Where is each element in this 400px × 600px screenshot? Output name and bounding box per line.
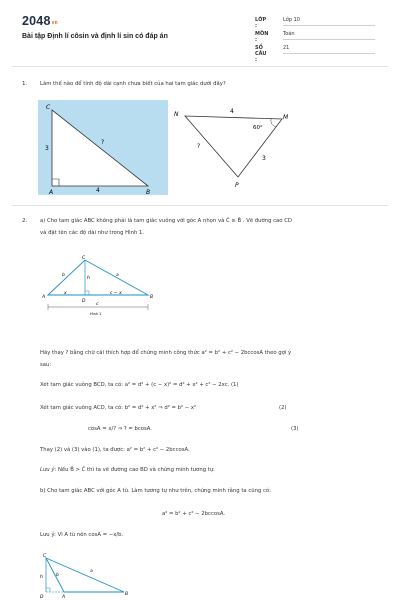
vertex-c-label: C: [46, 104, 51, 111]
site-logo[interactable]: $2048^{vn}$: [22, 14, 58, 28]
vertex-p-label: P: [235, 182, 239, 189]
fig2-vertex-b: B: [125, 592, 129, 597]
question-divider: [12, 205, 388, 206]
equation-3: cosA = x/? ⇒ ? = bcosA.: [88, 426, 152, 432]
header-divider: [12, 66, 388, 67]
meta-subject-label: MÔN :: [255, 31, 269, 43]
side-ac-label: 3: [45, 145, 49, 152]
fig2-vertex-d: D: [40, 595, 44, 600]
fig1-side-a: a: [116, 273, 119, 278]
question-2-part-a-line1: a) Cho tam giác ABC không phải là tam giác vuông với góc A nhọn và Ĉ ≥ B̂ . Vẽ đường cao CD: [40, 218, 293, 224]
note-label: Lưu ý: [40, 467, 55, 473]
meta-grade-value: Lớp 10: [283, 17, 375, 26]
equation-2: Xét tam giác vuông ACD, ta có: b² = d² + x² ⇒ d² = b² − x²: [40, 405, 197, 411]
equation-1: Xét tam giác vuông BCD, ta có: a² = d² + (c − x)² = d² + x² + c² − 2xc. (1): [40, 382, 239, 388]
equation-3-tag: (3): [291, 426, 299, 432]
q1-figure-right-triangle: [38, 100, 168, 195]
fig1-segment-x: x: [64, 291, 67, 296]
fig1-height-h: h: [87, 276, 90, 281]
fig1-vertex-d: D: [82, 299, 86, 304]
question-2-part-a-line2: và đặt tên các độ dài như trong Hình 1.: [40, 230, 145, 236]
part-b-hint: Lưu ý: Vì A tù nên cosA = −x/b.: [40, 532, 124, 538]
vertex-a-label: A: [49, 189, 54, 195]
question-number-2: 2.: [22, 218, 28, 224]
question-number-1: 1.: [22, 81, 28, 87]
fig1-segment-c-minus-x: c − x: [110, 291, 122, 296]
fig1-side-c: c: [96, 302, 99, 307]
fig2-side-a: a: [90, 569, 93, 574]
document-title: Bài tập Định lí côsin và định lí sin có đáp án: [22, 33, 168, 40]
fig1-vertex-a: A: [42, 295, 46, 300]
question-1-text: Làm thế nào để tính độ dài cạnh chưa biết của hai tam giác dưới đây?: [40, 81, 226, 87]
meta-count-label: SỐ CÂU :: [255, 45, 267, 63]
side-bc-label: ?: [101, 139, 105, 146]
equation-2-tag: (2): [279, 405, 287, 411]
vertex-m-label: M: [283, 114, 289, 121]
page-header: [0, 0, 400, 62]
angle-m-label: 60°: [253, 125, 263, 131]
vertex-n-label: N: [174, 111, 179, 118]
side-nm-label: 4: [230, 108, 234, 115]
fig2-vertex-c: C: [43, 554, 47, 559]
fig1-caption: Hình 1: [90, 312, 102, 316]
fig1-vertex-b: B: [150, 295, 154, 300]
fig1-vertex-c: C: [82, 256, 86, 261]
meta-subject-value: Toán: [283, 31, 375, 40]
fill-instruction-line2: sau:: [40, 362, 52, 368]
cosine-formula: a² = b² + c² − 2bccosA.: [162, 511, 226, 517]
fig2-vertex-a: A: [62, 595, 66, 600]
vertex-b-label: B: [146, 189, 151, 195]
side-np-label: ?: [197, 143, 201, 150]
figure-2-obtuse-triangle: [34, 550, 134, 600]
q1-figure-triangle-nmp: [170, 100, 300, 195]
figure-1-triangle-abc: [40, 252, 158, 318]
fig1-side-b: b: [62, 273, 65, 278]
substitution-line: Thay (2) và (3) vào (1), ta được: a² = b² + c² − 2bccosA.: [40, 447, 190, 453]
note-line: [40, 467, 215, 473]
fig2-height-h: h: [40, 575, 43, 580]
part-b-text: b) Cho tam giác ABC với góc A tù. Làm tương tự như trên, chứng minh rằng ta cũng có:: [40, 488, 271, 494]
side-ab-label: 4: [96, 187, 100, 194]
side-mp-label: 3: [262, 155, 266, 162]
note-text: : Nếu B̂ > Ĉ thì ta vẽ đường cao BD và chứng minh tương tự.: [54, 467, 215, 473]
meta-count-value: 21: [283, 45, 375, 54]
logo-suffix: vn: [51, 20, 58, 26]
fill-instruction-line1: Hãy thay ? bằng chữ cái thích hợp để chứng minh công thức a² = b² + c² − 2bccosA theo gợi ý: [40, 350, 292, 356]
fig2-side-b: b: [56, 573, 59, 578]
meta-grade-label: LỚP :: [255, 17, 267, 29]
